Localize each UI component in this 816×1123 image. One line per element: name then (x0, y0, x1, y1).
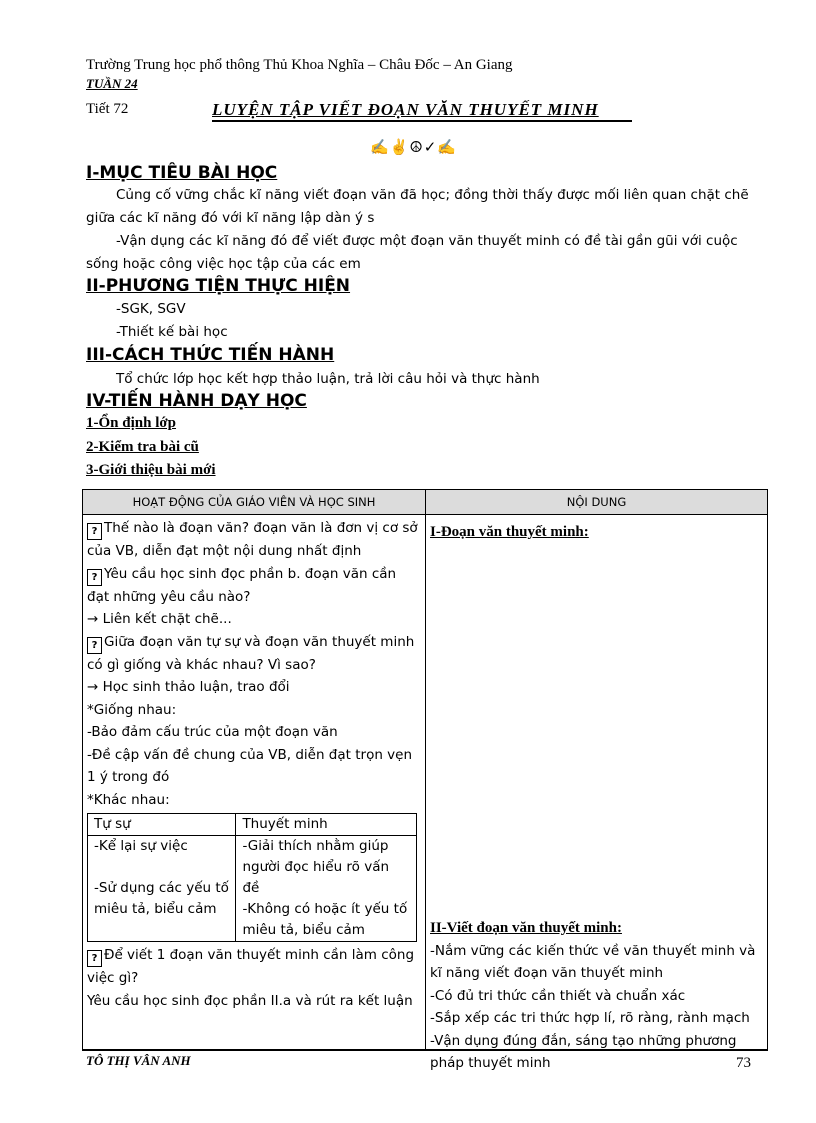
question-1: ? Thế nào là đoạn văn? đoạn văn là đơn vị cơ sở của VB, diễn đạt một nội dung nhất định (87, 520, 418, 559)
materials-item-sgk: -SGK, SGV (116, 301, 186, 317)
similarity-2: -Đề cập vấn đề chung của VB, diễn đạt trọn vẹn 1 ý trong đó (87, 746, 413, 785)
footer-author: TÔ THỊ VÂN ANH (86, 1053, 191, 1068)
school-name: Trường Trung học phổ thông Thủ Khoa Nghĩa – Châu Đốc – An Giang (86, 57, 513, 73)
similarity-1: -Bảo đảm cấu trúc của một đoạn văn (87, 724, 338, 740)
content-item-1: -Nắm vững các kiến thức về văn thuyết minh và kĩ năng viết đoạn văn thuyết minh (430, 942, 756, 981)
content-item-2: -Có đủ tri thức cần thiết và chuẩn xác (430, 987, 686, 1004)
method-paragraph: Tổ chức lớp học kết hợp thảo luận, trả lời câu hỏi và thực hành (116, 371, 540, 387)
lesson-title: LUYỆN TẬP VIẾT ĐOẠN VĂN THUYẾT MINH (212, 100, 632, 122)
page-number: 73 (736, 1055, 751, 1071)
comparison-cell: -Kể lại sự việc -Sử dụng các yếu tố miêu tả, biểu cảm (88, 836, 236, 942)
comparison-header-expository: Thuyết minh (236, 814, 417, 836)
answer-2: → Liên kết chặt chẽ... (87, 611, 232, 627)
table-header-activities: HOẠT ĐỘNG CỦA GIÁO VIÊN VÀ HỌC SINH (83, 490, 426, 515)
instruction: Yêu cầu học sinh đọc phần II.a và rút ra kết luận (87, 992, 413, 1009)
activities-cell (83, 515, 426, 1051)
differences-title: *Khác nhau: (87, 791, 170, 808)
comparison-table (87, 813, 417, 942)
materials-item-design: -Thiết kế bài học (116, 324, 228, 340)
content-item-4: -Vận dụng đúng đắn, sáng tạo những phương pháp thuyết minh (430, 1032, 737, 1071)
content-item-3: -Sắp xếp các tri thức hợp lí, rõ ràng, rành mạch (430, 1010, 750, 1026)
step-2: 2-Kiểm tra bài cũ (86, 439, 199, 455)
table-header-content: NỘI DUNG (426, 490, 768, 515)
content-heading-1: I-Đoạn văn thuyết minh: (430, 524, 589, 540)
week-label: TUẦN 24 (86, 76, 138, 91)
question-icon: ? (87, 950, 102, 967)
ornament-icon: ✍✌☮✓✍ (370, 140, 458, 156)
section-materials-title: II-PHƯƠNG TIỆN THỰC HIỆN (86, 276, 351, 296)
similarities-title: *Giống nhau: (87, 701, 177, 718)
period-label: Tiết 72 (86, 101, 129, 117)
section-procedure-title: IV-TIẾN HÀNH DẠY HỌC (86, 391, 307, 411)
section-method-title: III-CÁCH THỨC TIẾN HÀNH (86, 345, 335, 365)
question-icon: ? (87, 523, 102, 540)
question-2: ? Yêu cầu học sinh đọc phần b. đoạn văn cần đạt những yêu cầu nào? (87, 565, 397, 605)
answer-3: → Học sinh thảo luận, trao đổi (87, 679, 290, 695)
content-heading-2: II-Viết đoạn văn thuyết minh: (430, 920, 622, 936)
comparison-header-narrative: Tự sự (88, 814, 236, 836)
question-3: ? Giữa đoạn văn tự sự và đoạn văn thuyết minh có gì giống và khác nhau? Vì sao? (87, 633, 415, 673)
section-objectives-title: I-MỤC TIÊU BÀI HỌC (86, 163, 278, 183)
objective-paragraph-2: -Vận dụng các kĩ năng đó để viết được một đoạn văn thuyết minh có đề tài gần gũi với cuộc sống hoặc công việc học tập của các em (86, 233, 738, 272)
question-icon: ? (87, 637, 102, 654)
footer-divider (82, 1049, 768, 1050)
step-1: 1-Ổn định lớp (86, 415, 177, 431)
step-3: 3-Giới thiệu bài mới (86, 462, 216, 478)
comparison-cell: -Giải thích nhằm giúp người đọc hiểu rõ vấn đề -Không có hoặc ít yếu tố miêu tả, biểu cảm (236, 836, 417, 942)
question-4: ? Để viết 1 đoạn văn thuyết minh cần làm công việc gì? (87, 947, 415, 986)
question-icon: ? (87, 569, 102, 586)
objective-paragraph-1: Củng cố vững chắc kĩ năng viết đoạn văn đã học; đồng thời thấy được mối liên quan chặt chẽ giữa các kĩ năng đó với kĩ năng lập dàn ý s (86, 187, 749, 226)
